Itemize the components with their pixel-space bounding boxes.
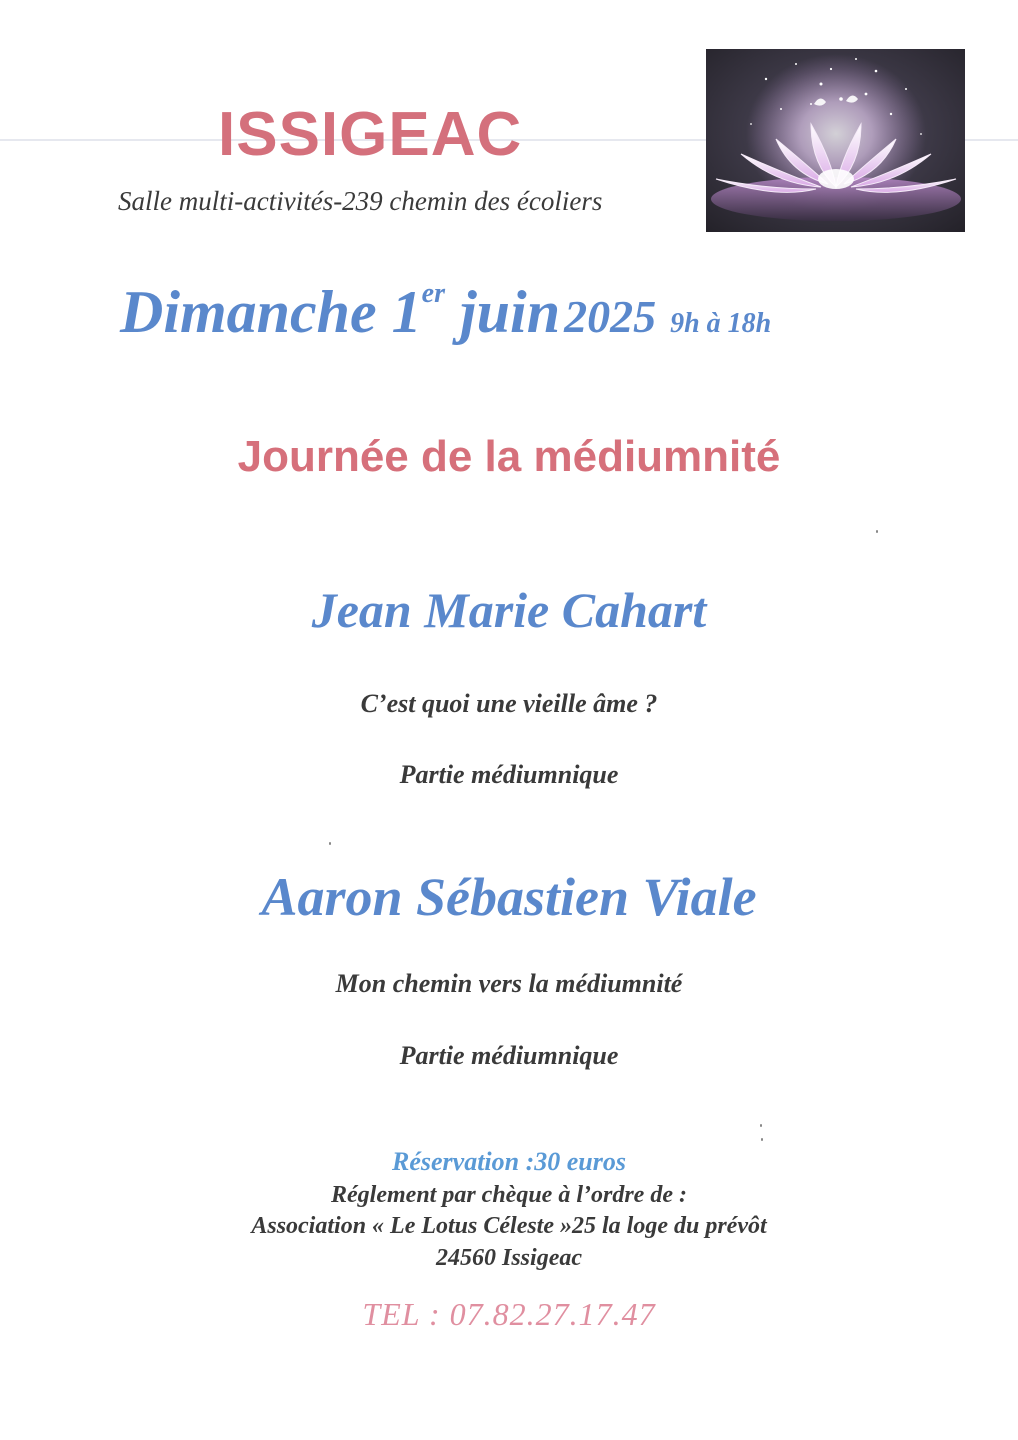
- speaker-topic: Partie médiumnique: [399, 760, 619, 789]
- date-day: Dimanche 1: [120, 279, 422, 345]
- scan-speck: [761, 1138, 763, 1141]
- date-month: juin: [445, 279, 561, 345]
- date-year: 2025: [564, 291, 657, 342]
- venue-address: Salle multi-activités-239 chemin des écoliers: [118, 186, 603, 216]
- speaker-name: Jean Marie Cahart: [311, 582, 707, 638]
- speaker-topic: C’est quoi une vieille âme ?: [360, 689, 658, 718]
- lotus-flower-icon: [706, 49, 965, 232]
- scan-speck: [760, 1124, 762, 1127]
- lotus-image: [706, 49, 965, 232]
- association-address: Association « Le Lotus Céleste »25 la loge du prévôt: [251, 1213, 767, 1239]
- scan-speck: [329, 842, 331, 845]
- town-title: ISSIGEAC: [218, 100, 523, 169]
- date-superscript: er: [421, 278, 445, 309]
- reservation-price: Réservation :30 euros: [392, 1147, 626, 1176]
- phone-number: TEL : 07.82.27.17.47: [362, 1296, 656, 1332]
- event-hours: 9h à 18h: [670, 308, 772, 339]
- scan-speck: [876, 530, 878, 533]
- event-title: Journée de la médiumnité: [237, 432, 781, 481]
- event-date: [120, 278, 772, 345]
- postal-address: 24560 Issigeac: [436, 1245, 582, 1271]
- speaker-topic: Partie médiumnique: [399, 1041, 619, 1070]
- payment-instructions: Réglement par chèque à l’ordre de :: [331, 1182, 687, 1208]
- speaker-topic: Mon chemin vers la médiumnité: [335, 969, 683, 998]
- speaker-name: Aaron Sébastien Viale: [261, 867, 757, 927]
